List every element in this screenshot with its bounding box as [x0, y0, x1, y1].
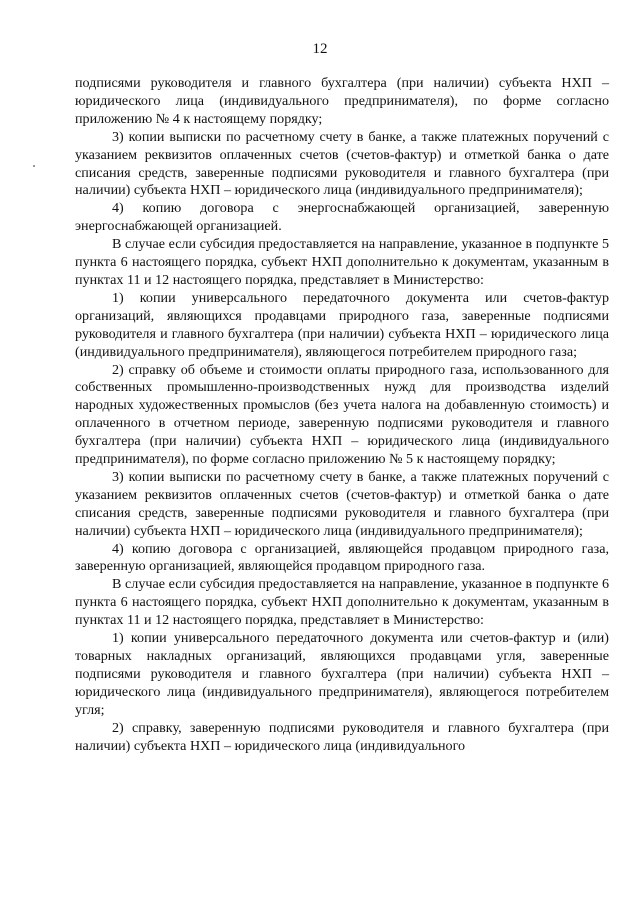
paragraph-coal-item-1: 1) копии универсального передаточного документа или счетов-фактур и (или) товарных накладных организаций, являющихся продавцами угля, заверенные подписями руководителя и главного бухгалтера (при наличии) субъекта НХП – юридического лица (индивидуального предпринимателя), являющегося потребителем угля; [75, 630, 609, 718]
paragraph-item-4-energy-contract: 4) копию договора с энергоснабжающей организацией, заверенную энергоснабжающей организацией. [75, 200, 609, 235]
paragraph-continuation: подписями руководителя и главного бухгалтера (при наличии) субъекта НХП – юридического лица (индивидуального предпринимателя), по форме согласно приложению № 4 к настоящему порядку; [75, 75, 609, 127]
paragraph-gas-item-3: 3) копии выписки по расчетному счету в банке, а также платежных поручений с указанием реквизитов оплаченных счетов (счетов-фактур) и отметкой банка о дате списания средств, заверенные подписями руководителя и главного бухгалтера (при наличии) субъекта НХП – юридического лица (индивидуального предпринимателя); [75, 468, 609, 539]
page-body [75, 75, 609, 755]
paragraph-gas-item-4: 4) копию договора с организацией, являющейся продавцом природного газа, заверенную организацией, являющейся продавцом природного газа. [75, 540, 609, 575]
paragraph-subsidy-direction-6: В случае если субсидия предоставляется на направление, указанное в подпункте 6 пункта 6 настоящего порядка, субъект НХП дополнительно к документам, указанным в пунктах 11 и 12 настоящего порядка, представляет в Министерство: [75, 576, 609, 629]
paragraph-item-3-bank-statement: 3) копии выписки по расчетному счету в банке, а также платежных поручений с указанием реквизитов оплаченных счетов (счетов-фактур) и отметкой банка о дате списания средств, заверенные подписями руководителя и главного бухгалтера (при наличии) субъекта НХП – юридического лица (индивидуального предпринимателя); [75, 128, 609, 199]
page-number: 12 [312, 41, 328, 57]
scan-speck [33, 165, 35, 167]
paragraph-gas-item-2: 2) справку об объеме и стоимости оплаты природного газа, использованного для собственных промышленно-производственных нужд для производства изделий народных художественных промыслов (без учета налога на добавленную стоимость) и оплаченного в отчетном периоде, заверенную подписями руководителя и главного бухгалтера (при наличии) субъекта НХП – юридического лица (индивидуального предпринимателя), по форме согласно приложению № 5 к настоящему порядку; [75, 361, 609, 468]
paragraph-subsidy-direction-5: В случае если субсидия предоставляется на направление, указанное в подпункте 5 пункта 6 настоящего порядка, субъект НХП дополнительно к документам, указанным в пунктах 11 и 12 настоящего порядка, представляет в Министерство: [75, 236, 609, 288]
paragraph-gas-item-1: 1) копии универсального передаточного документа или счетов-фактур организаций, являющихся продавцами природного газа, заверенные подписями руководителя и главного бухгалтера (при наличии) субъекта НХП – юридического лица (индивидуального предпринимателя), являющегося потребителем природного газа; [75, 289, 609, 360]
paragraph-coal-item-2: 2) справку, заверенную подписями руководителя и главного бухгалтера (при наличии) субъекта НХП – юридического лица (индивидуального [75, 719, 609, 754]
